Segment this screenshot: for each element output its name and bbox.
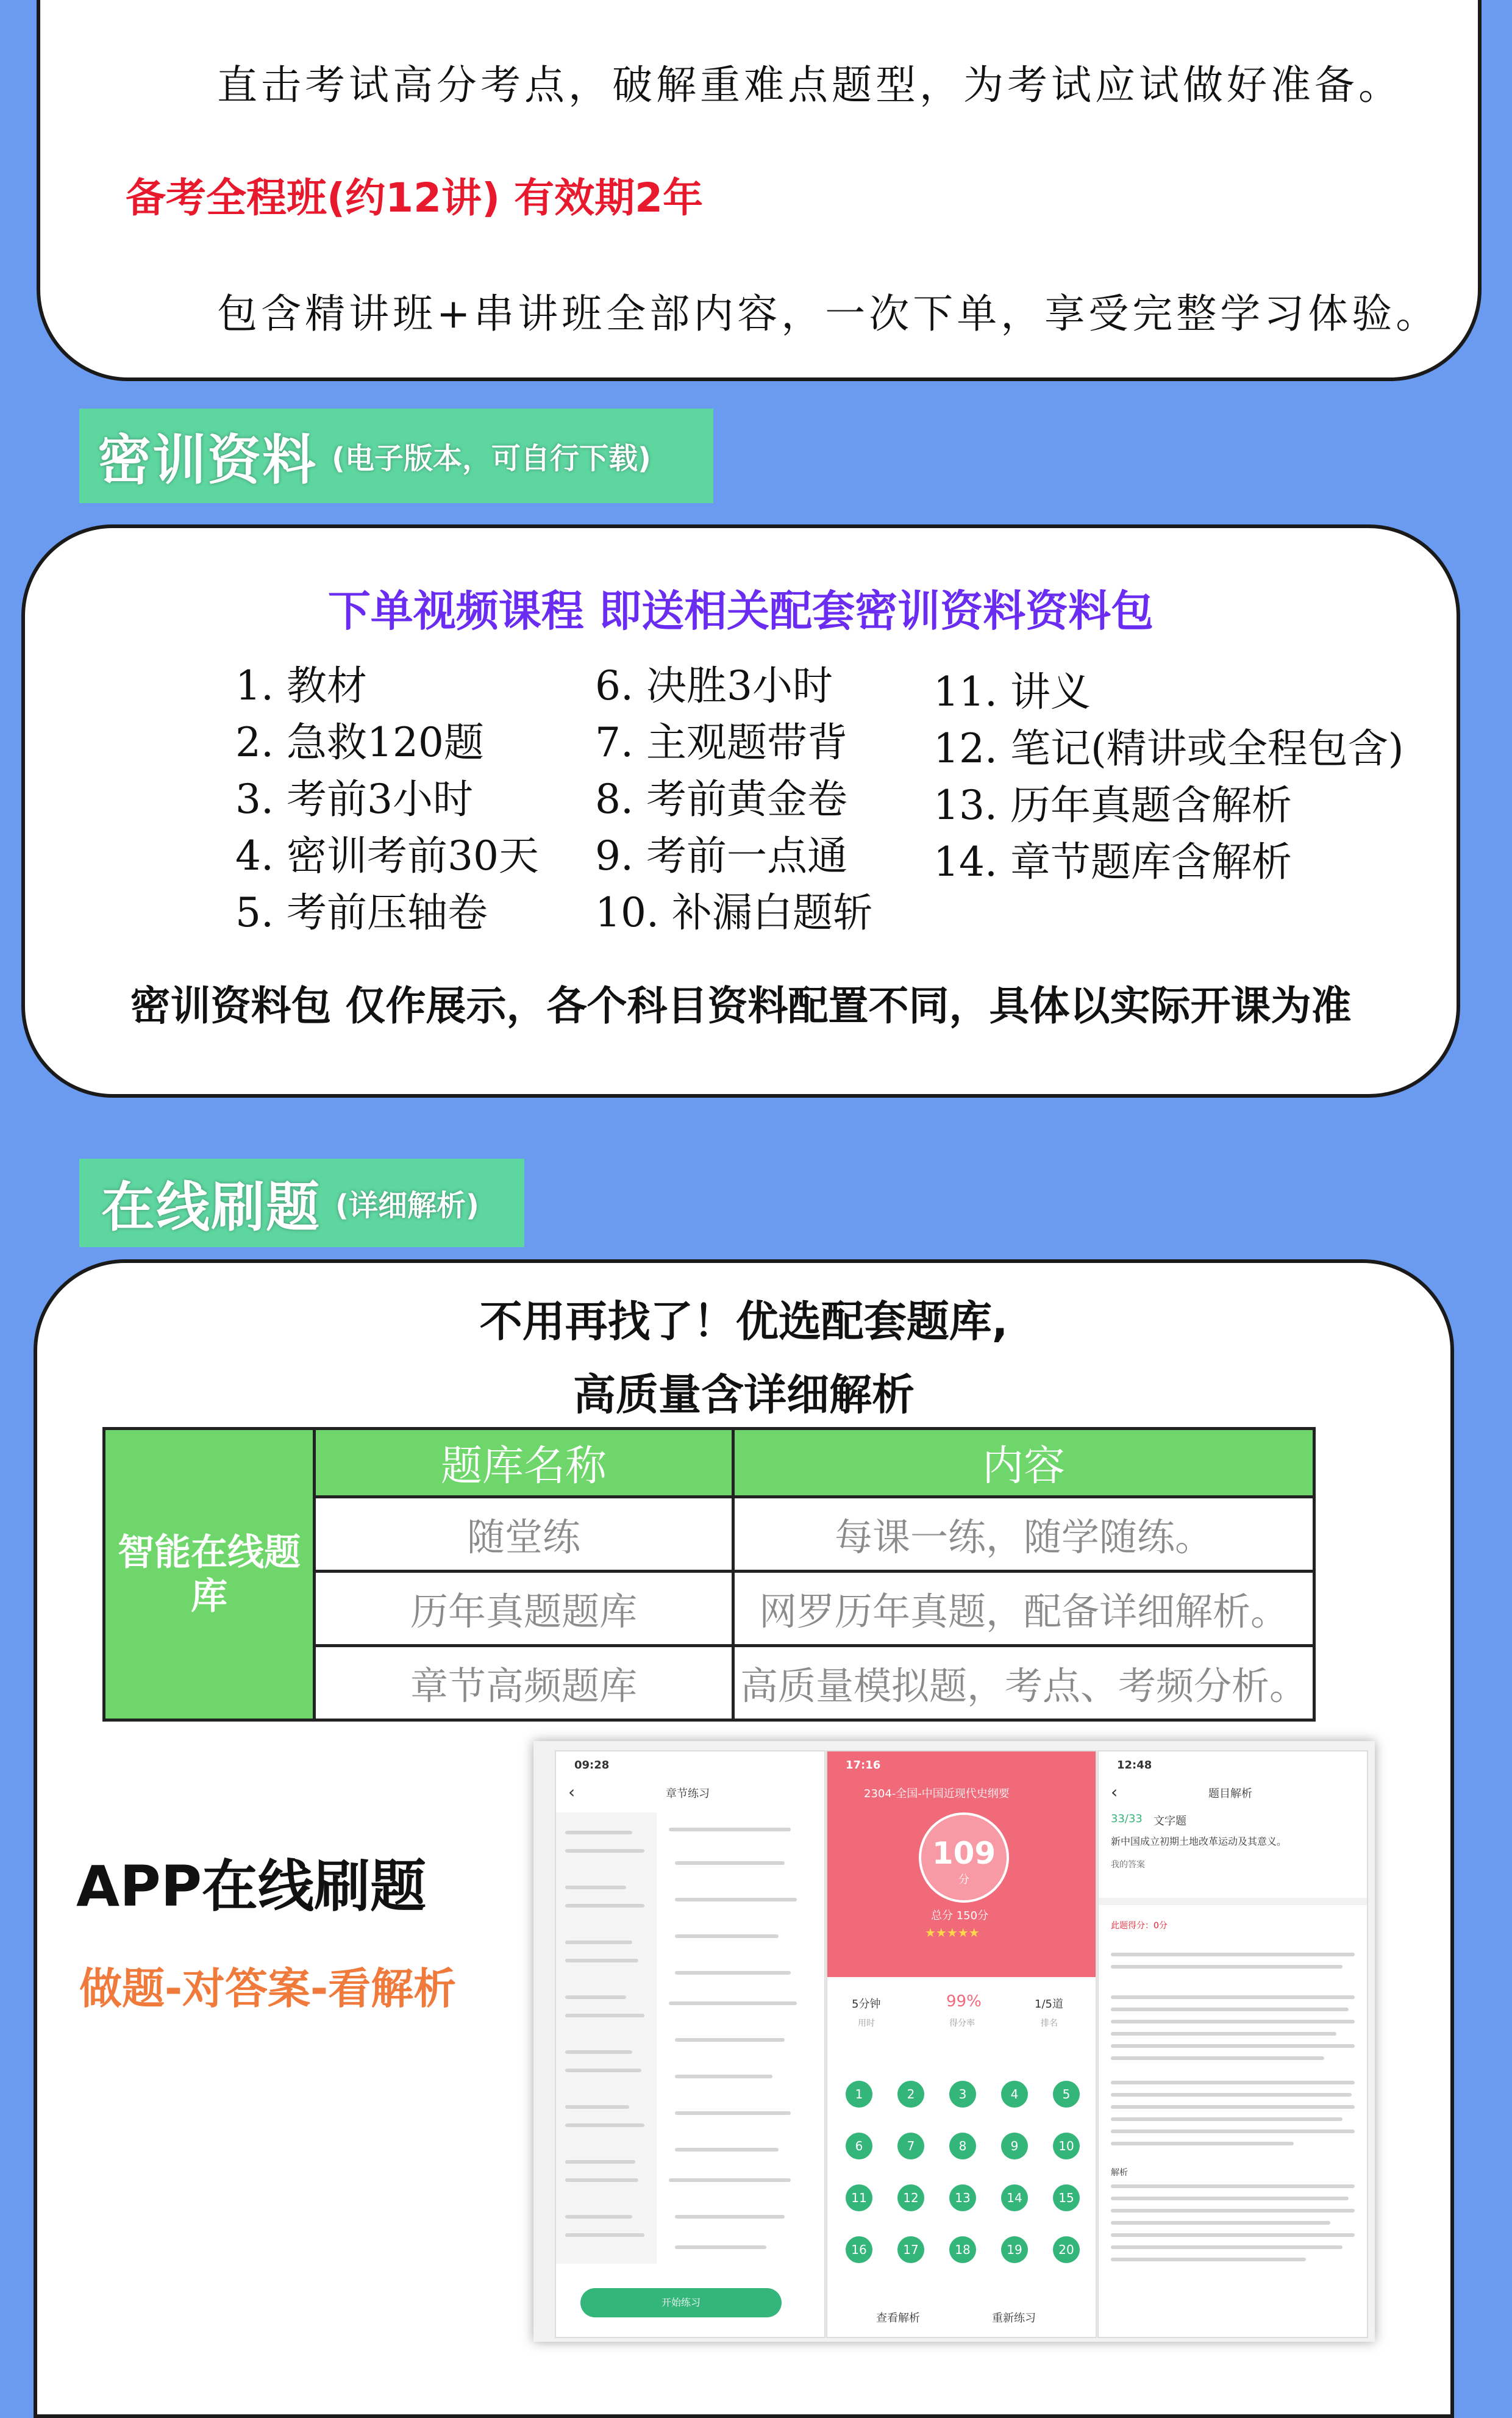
phone-chapter-practice (555, 1750, 826, 2338)
answer-grid (827, 2056, 1096, 2300)
material-item: 11. 讲义 (933, 668, 1091, 715)
materials-card (21, 524, 1460, 1098)
stats-row (827, 1983, 1096, 2038)
start-practice-label: 开始练习 (661, 2297, 701, 2308)
material-item: 13. 历年真题含解析 (933, 782, 1292, 829)
answer-circle[interactable]: 20 (1053, 2236, 1080, 2263)
rating-stars: ★★★★★ (925, 1925, 980, 1940)
question-type: 文字题 (1154, 1815, 1186, 1828)
score-label: 此题得分：0分 (1111, 1921, 1168, 1931)
answer-circle[interactable]: 9 (1001, 2133, 1028, 2159)
analysis-section-label: 解析 (1111, 2168, 1128, 2178)
answer-circle[interactable]: 14 (1001, 2184, 1028, 2211)
answer-circle[interactable]: 4 (1001, 2081, 1028, 2108)
stat-rate: 99% (946, 1992, 982, 2011)
material-item: 7. 主观题带背 (595, 719, 847, 766)
program-title: 备考全程班(约12讲) 有效期2年 (126, 174, 704, 221)
phone-time: 09:28 (574, 1759, 610, 1772)
table-cell: 网罗历年真题，配备详细解析。 (733, 1572, 1314, 1646)
phone-title: 章节练习 (666, 1787, 710, 1800)
materials-tab-subtitle: (电子版本，可自行下载) (332, 442, 651, 476)
table-cell: 每课一练，随学随练。 (733, 1497, 1314, 1572)
back-icon[interactable]: ‹ (568, 1782, 576, 1802)
answer-circle[interactable]: 5 (1053, 2081, 1080, 2108)
material-item: 3. 考前3小时 (235, 776, 473, 823)
answer-circle[interactable]: 10 (1053, 2133, 1080, 2159)
table-cell: 章节高频题库 (315, 1646, 733, 1720)
answer-circle[interactable]: 13 (949, 2184, 976, 2211)
material-item: 8. 考前黄金卷 (595, 776, 847, 823)
material-item: 12. 笔记(精讲或全程包含) (933, 725, 1404, 772)
score-unit: 分 (958, 1873, 969, 1886)
table-col-header: 内容 (733, 1429, 1314, 1497)
stat-time: 5分钟 (852, 1998, 881, 2011)
answer-circle[interactable]: 3 (949, 2081, 976, 2108)
stat-label: 用时 (858, 2019, 875, 2028)
total-score: 总分 150分 (931, 1909, 989, 1922)
chapter-list (663, 1812, 818, 2264)
practice-headline-1: 不用再找了！优选配套题库, (479, 1297, 1008, 1347)
answer-circle[interactable]: 17 (897, 2236, 924, 2263)
course-desc-2: 包含精讲班+串讲班全部内容，一次下单，享受完整学习体验。 (217, 290, 1440, 337)
material-item: 10. 补漏白题斩 (595, 889, 873, 936)
materials-headline: 下单视频课程 即送相关配套密训资料资料包 (327, 586, 1154, 636)
answer-circle[interactable]: 16 (846, 2236, 872, 2263)
answer-circle[interactable]: 2 (897, 2081, 924, 2108)
answer-circle[interactable]: 11 (846, 2184, 872, 2211)
start-practice-button[interactable] (580, 2288, 782, 2317)
material-item: 2. 急救120题 (235, 719, 484, 766)
materials-tab (79, 409, 713, 503)
divider (1099, 1898, 1367, 1905)
material-item: 6. 决胜3小时 (595, 662, 833, 709)
exam-title: 2304-全国-中国近现代史纲要 (864, 1787, 1010, 1800)
app-subtitle: 做题-对答案-看解析 (79, 1964, 457, 2014)
material-item: 9. 考前一点通 (595, 832, 847, 879)
answer-circle[interactable]: 15 (1053, 2184, 1080, 2211)
chapter-sidebar (556, 1812, 657, 2264)
score-badge (919, 1812, 1009, 1903)
answer-circle[interactable]: 12 (897, 2184, 924, 2211)
analysis-body (1111, 1995, 1355, 2288)
material-item: 1. 教材 (235, 662, 367, 709)
stat-label: 排名 (1041, 2019, 1058, 2028)
question-number: 33/33 (1111, 1812, 1143, 1825)
material-item: 14. 章节题库含解析 (933, 839, 1292, 885)
redo-practice-button[interactable]: 重新练习 (992, 2312, 1036, 2325)
answer-circle[interactable]: 1 (846, 2081, 872, 2108)
app-screenshots (533, 1741, 1375, 2342)
phone-question-analysis (1097, 1750, 1368, 2338)
table-cell: 历年真题题库 (315, 1572, 733, 1646)
answer-circle[interactable]: 19 (1001, 2236, 1028, 2263)
answer-circle[interactable]: 6 (846, 2133, 872, 2159)
materials-note: 密训资料包 仅作展示，各个科目资料配置不同，具体以实际开课为准 (130, 982, 1352, 1029)
question-text: 新中国成立初期土地改革运动及其意义。 (1111, 1836, 1287, 1847)
table-col-header: 题库名称 (315, 1429, 733, 1497)
materials-tab-title: 密训资料 (98, 428, 318, 492)
material-item: 5. 考前压轴卷 (235, 889, 488, 936)
table-row-header-label: 智能在线题库 (118, 1531, 301, 1618)
answer-circle[interactable]: 8 (949, 2133, 976, 2159)
practice-tab-subtitle: (详细解析) (335, 1189, 479, 1223)
table-cell: 随堂练 (315, 1497, 733, 1572)
practice-headline-2: 高质量含详细解析 (573, 1370, 915, 1420)
practice-tab-title: 在线刷题 (101, 1175, 321, 1239)
material-item: 4. 密训考前30天 (235, 832, 539, 879)
table-row-header (104, 1429, 315, 1720)
phone-time: 12:48 (1117, 1759, 1152, 1772)
course-card (37, 0, 1482, 381)
phone-score-report (826, 1750, 1097, 2338)
phone-title: 题目解析 (1208, 1787, 1252, 1800)
score-value: 109 (932, 1836, 996, 1871)
practice-tab (79, 1159, 524, 1247)
stat-label: 得分率 (949, 2019, 975, 2028)
course-desc-1: 直击考试高分考点，破解重难点题型，为考试应试做好准备。 (217, 62, 1402, 109)
question-bank-table (102, 1427, 1316, 1722)
answer-label: 我的答案 (1111, 1860, 1145, 1870)
answer-circle[interactable]: 7 (897, 2133, 924, 2159)
view-analysis-button[interactable]: 查看解析 (876, 2312, 920, 2325)
table-cell: 高质量模拟题，考点、考频分析。 (733, 1646, 1314, 1720)
app-title: APP在线刷题 (76, 1854, 427, 1919)
phone-time: 17:16 (846, 1759, 881, 1772)
answer-circle[interactable]: 18 (949, 2236, 976, 2263)
back-icon[interactable]: ‹ (1111, 1782, 1118, 1802)
score-header (827, 1751, 1096, 1977)
stat-rank: 1/5道 (1035, 1998, 1063, 2011)
